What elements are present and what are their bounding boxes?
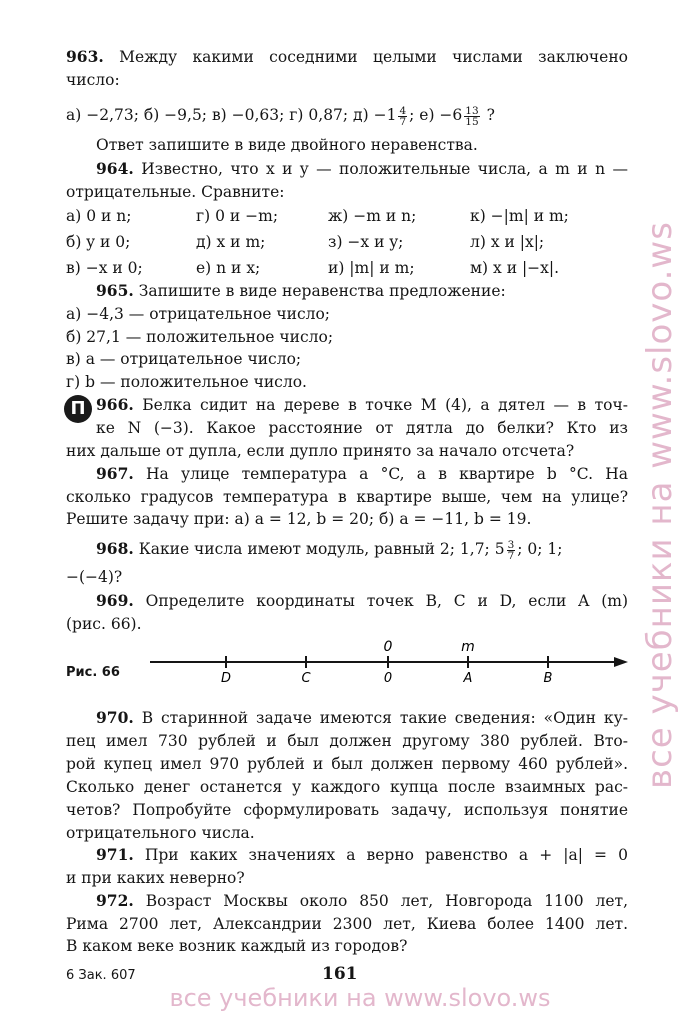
vertical-watermark: все учебники на www.slovo.ws (640, 221, 680, 789)
point-label-b: B (543, 671, 553, 686)
problem-965-item: г) b — положительное число. (66, 373, 307, 391)
problem-963-answer-hint: Ответ запишите в виде двойного неравенства. (96, 136, 478, 154)
problem-967-line3: Решите задачу при: а) a = 12, b = 20; б) a = −11, b = 19. (66, 510, 532, 528)
problem-972-line1: 972. Возраст Москвы около 850 лет, Новгорода 1100 лет, (96, 891, 628, 910)
problem-968-line2: −(−4)? (66, 568, 123, 586)
problem-969-line1: 969. Определите координаты точек B, C и D, если A (m) (96, 591, 628, 610)
problem-966-line3: них дальше от дупла, если дупло принято за начало отсчета? (66, 442, 575, 460)
problem-968-line1: 968. Какие числа имеют модуль, равный 2; 1,7; 5 $\frac{3}{7}$ ; 0; 1; (96, 538, 563, 562)
problem-971-line2: и при каких неверно? (66, 869, 245, 887)
problem-967-line1: 967. На улице температура a °C, а в квартире b °C. На (96, 464, 628, 483)
page-number: 161 (322, 964, 358, 984)
problem-970-line: четов? Попробуйте сформулировать задачу, используя понятие (66, 801, 628, 819)
figure-label: Рис. 66 (66, 665, 120, 680)
point-label-a: A (463, 671, 473, 686)
top-label-zero: 0 (383, 639, 393, 655)
number-line-figure (150, 638, 630, 686)
problem-965-item: в) a — отрицательное число; (66, 350, 302, 368)
axis-arrow-icon (614, 657, 628, 667)
bottom-watermark: все учебники на www.slovo.ws (169, 984, 551, 1012)
problem-963-line2: число: (66, 71, 120, 89)
top-label-m: m (461, 639, 475, 655)
point-label-0: 0 (383, 671, 393, 686)
point-label-d: D (220, 671, 232, 686)
problem-970-line1: 970. В старинной задаче имеются такие сведения: «Один ку- (96, 708, 628, 727)
problem-965-item: б) 27,1 — положительное число; (66, 328, 334, 346)
problem-964-row: а) 0 и n; г) 0 и −m; ж) −m и n; к) −|m| и m; (66, 207, 569, 225)
problem-964-line2: отрицательные. Сравните: (66, 183, 285, 201)
print-order-note: 6 Зак. 607 (66, 968, 136, 983)
problem-970-line: рой купец имел 970 рублей и был должен первому 460 рублей». (66, 755, 628, 773)
problem-969-line2: (рис. 66). (66, 615, 142, 633)
problem-965-line1: 965. Запишите в виде неравенства предложение: (96, 281, 506, 300)
problem-964-line1: 964. Известно, что x и y — положительные числа, а m и n — (96, 159, 628, 178)
problem-972-line2: Рима 2700 лет, Александрии 2300 лет, Киева более 1400 лет. (66, 915, 628, 933)
problem-963-line1: 963. Между какими соседними целыми числами заключено (66, 47, 628, 66)
problem-964-row: в) −x и 0; е) n и x; и) |m| и m; м) x и |−x|. (66, 259, 560, 277)
fraction-3-7: $\frac{3}{7}$ (507, 538, 515, 562)
problem-970-line: Сколько денег останется у каждого купца после взаимных рас- (66, 778, 628, 796)
problem-970-line: отрицательного числа. (66, 824, 255, 842)
problem-number: 963. (66, 47, 104, 66)
problem-970-line: пец имел 730 рублей и был должен другому 380 рублей. Вто- (66, 732, 628, 750)
fraction-4-7: $\frac{4}{7}$ (399, 104, 407, 128)
problem-971-line1: 971. При каких значениях a верно равенство a + |a| = 0 (96, 845, 628, 864)
problem-967-line2: сколько градусов температура в квартире выше, чем на улице? (66, 488, 628, 506)
problem-966-line2: ке N (−3). Какое расстояние от дятла до белки? Кто из (96, 419, 628, 437)
problem-963-options: а) −2,73; б) −9,5; в) −0,63; г) 0,87; д) −1 $\frac{4}{7}$ ; е) −6 $\frac{13}{15}$ ? (66, 104, 495, 128)
problem-972-line3: В каком веке возник каждый из городов? (66, 937, 408, 955)
problem-964-row: б) y и 0; д) x и m; з) −x и y; л) x и |x|; (66, 233, 545, 251)
fraction-13-15: $\frac{13}{15}$ (465, 104, 479, 128)
point-label-c: C (301, 671, 311, 686)
problem-965-item: а) −4,3 — отрицательное число; (66, 305, 331, 323)
problem-966-line1: 966. Белка сидит на дереве в точке M (4), а дятел — в точ- (96, 395, 628, 414)
p-letter-icon: П (64, 395, 92, 423)
